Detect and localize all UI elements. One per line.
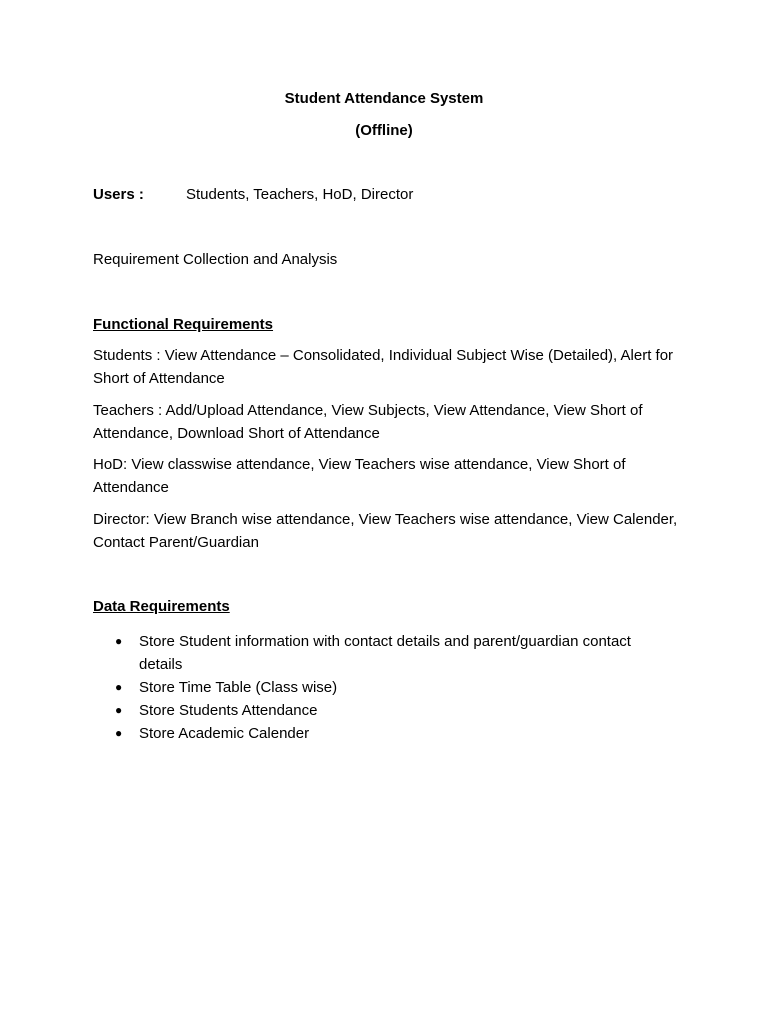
functional-paragraph-teachers: Teachers : Add/Upload Attendance, View Subjects, View Attendance, View Short of Attendance, Download Short of Attendance: [93, 402, 643, 442]
bullet-icon: ●: [115, 726, 123, 740]
list-item: [93, 699, 673, 722]
users-value: Students, Teachers, HoD, Director: [186, 186, 414, 203]
section-intro: Requirement Collection and Analysis: [93, 251, 338, 268]
list-item: [93, 630, 673, 676]
list-item-text: Store Student information with contact details and parent/guardian contact details: [139, 633, 631, 673]
document-title: Student Attendance System: [284, 90, 484, 107]
bullet-icon: ●: [115, 634, 123, 648]
list-item-text: Store Time Table (Class wise): [139, 679, 338, 696]
bullet-icon: ●: [115, 680, 123, 694]
users-label: Users :: [93, 186, 144, 203]
list-item: [93, 676, 673, 699]
functional-paragraph-students: Students : View Attendance – Consolidated, Individual Subject Wise (Detailed), Alert for Short of Attendance: [93, 347, 674, 387]
functional-paragraph-hod: HoD: View classwise attendance, View Teachers wise attendance, View Short of Attendance: [93, 456, 626, 496]
data-requirements-list: [93, 630, 673, 745]
list-item-text: Store Students Attendance: [139, 702, 318, 719]
data-requirements-heading: Data Requirements: [93, 598, 230, 615]
functional-paragraph-director: Director: View Branch wise attendance, View Teachers wise attendance, View Calender, Contact Parent/Guardian: [93, 511, 678, 551]
list-item-text: Store Academic Calender: [139, 725, 310, 742]
users-row: [93, 186, 413, 203]
list-item: [93, 722, 673, 745]
document-subtitle: (Offline): [355, 122, 413, 139]
functional-requirements-heading: Functional Requirements: [93, 316, 274, 333]
bullet-icon: ●: [115, 703, 123, 717]
